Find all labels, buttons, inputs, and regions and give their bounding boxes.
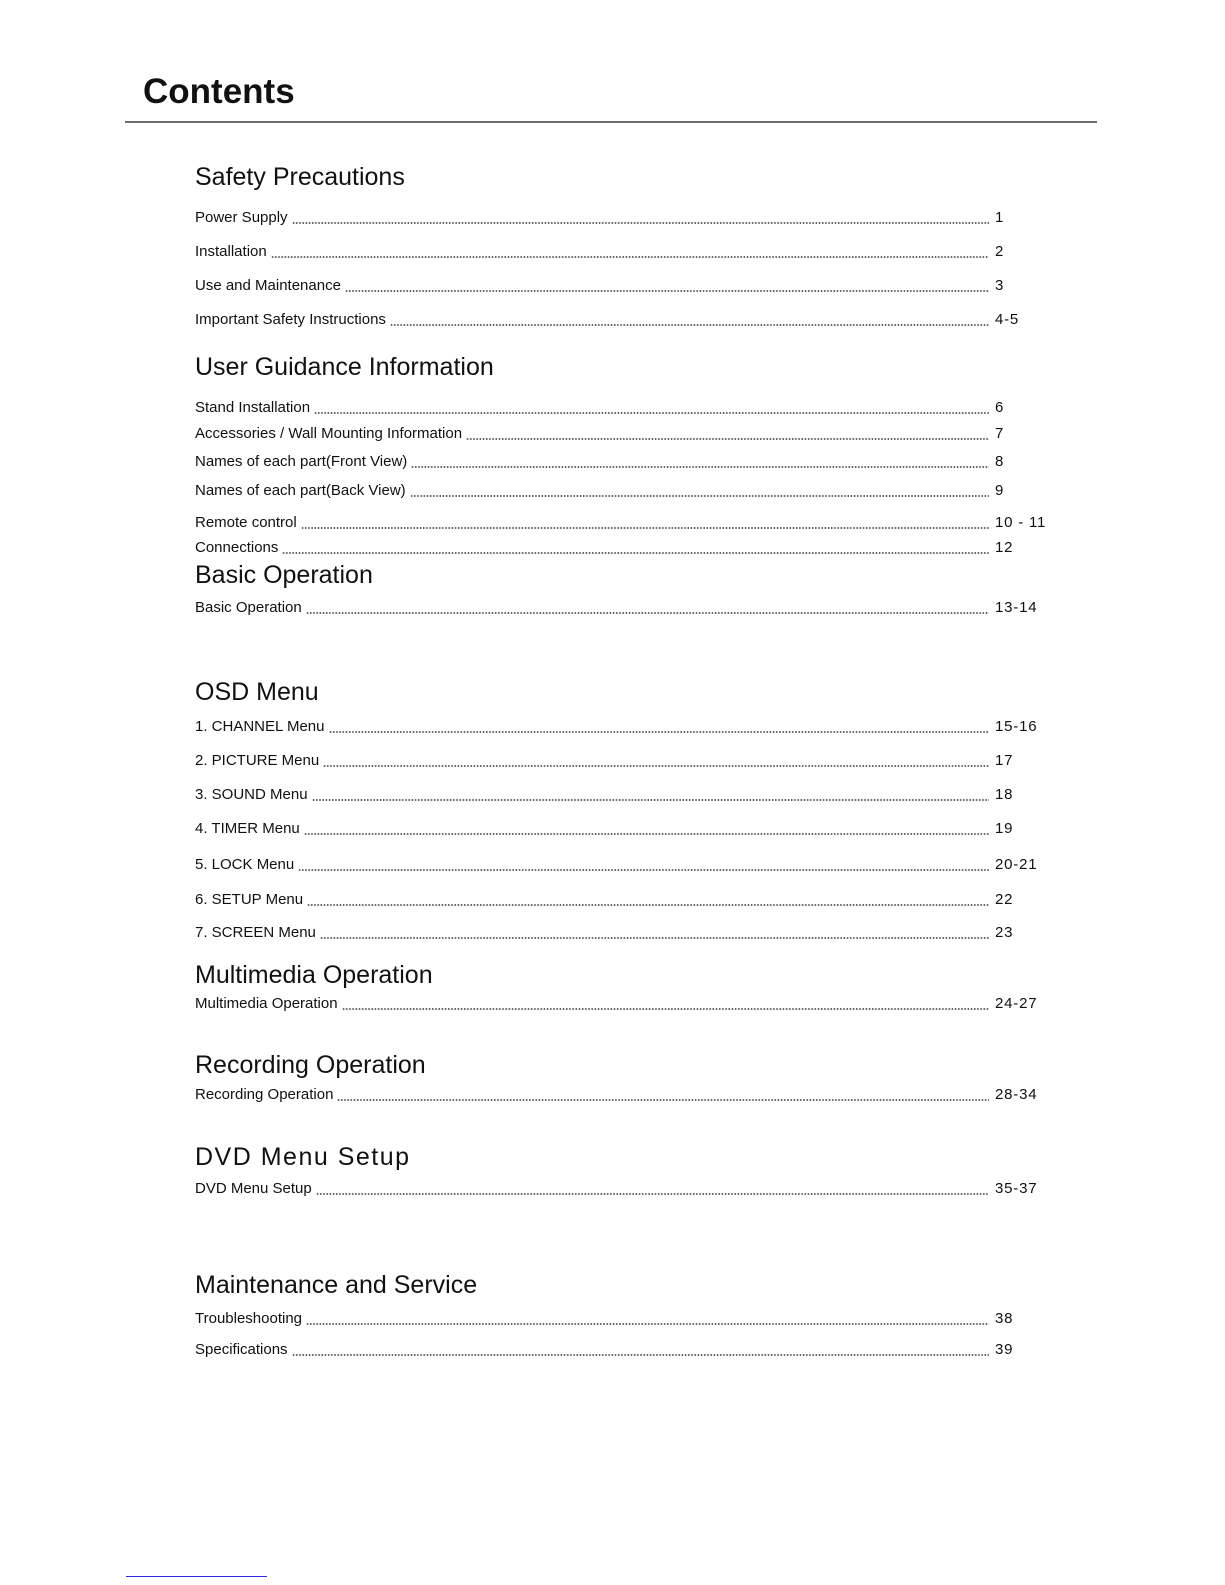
toc-entry-label: 7. SCREEN Menu [195, 924, 316, 941]
dot-leader [271, 256, 989, 258]
footer-link-underline [126, 1576, 267, 1577]
toc-entry-label: 4. TIMER Menu [195, 820, 300, 837]
toc-entry-page: 19 [995, 820, 1014, 837]
toc-entry-page: 18 [995, 786, 1014, 803]
toc-entry-label: Names of each part(Back View) [195, 482, 406, 499]
toc-entry-important-safety-instructions[interactable] [195, 308, 1051, 330]
dot-leader [306, 1323, 989, 1325]
toc-entry-page: 2 [995, 243, 1005, 260]
toc-entry-sound-menu[interactable] [195, 783, 1051, 805]
toc-entry-dvd-menu-setup[interactable] [195, 1177, 1051, 1199]
dot-leader [390, 324, 989, 326]
toc-entry-page: 3 [995, 277, 1005, 294]
toc-entry-page: 4-5 [995, 311, 1020, 328]
toc-entry-page: 28-34 [995, 1086, 1038, 1103]
toc-entry-label: 1. CHANNEL Menu [195, 718, 325, 735]
toc-entry-multimedia-operation[interactable] [195, 992, 1051, 1014]
section-heading-maintenance-and-service: Maintenance and Service [195, 1271, 478, 1299]
dot-leader [292, 222, 989, 224]
toc-entry-timer-menu[interactable] [195, 817, 1051, 839]
toc-entry-label: Use and Maintenance [195, 277, 341, 294]
toc-entry-installation[interactable] [195, 240, 1051, 262]
toc-entry-label: Power Supply [195, 209, 288, 226]
dot-leader [320, 937, 989, 939]
dot-leader [304, 833, 989, 835]
toc-entry-page: 23 [995, 924, 1014, 941]
toc-entry-label: Basic Operation [195, 599, 302, 616]
toc-entry-label: 6. SETUP Menu [195, 891, 304, 908]
toc-entry-label: 5. LOCK Menu [195, 856, 295, 873]
section-heading-dvd-menu-setup: DVD Menu Setup [195, 1143, 411, 1171]
toc-entry-page: 7 [995, 425, 1005, 442]
toc-entry-page: 17 [995, 752, 1014, 769]
toc-entry-label: Recording Operation [195, 1086, 334, 1103]
dot-leader [307, 904, 989, 906]
toc-entry-page: 13-14 [995, 599, 1038, 616]
toc-entry-page: 24-27 [995, 995, 1038, 1012]
dot-leader [345, 290, 989, 292]
toc-entry-use-and-maintenance[interactable] [195, 274, 1051, 296]
toc-entry-label: Stand Installation [195, 399, 311, 416]
toc-entry-setup-menu[interactable] [195, 888, 1051, 910]
dot-leader [298, 869, 989, 871]
toc-entry-names-back-view[interactable] [195, 479, 1051, 501]
toc-entry-page: 38 [995, 1310, 1014, 1327]
toc-entry-specifications[interactable] [195, 1338, 1051, 1360]
toc-entry-label: Troubleshooting [195, 1310, 303, 1327]
dot-leader [323, 765, 989, 767]
toc-entry-channel-menu[interactable] [195, 715, 1051, 737]
toc-entry-page: 39 [995, 1341, 1014, 1358]
toc-entry-accessories-wall-mounting[interactable] [195, 422, 1051, 444]
toc-entry-label: 3. SOUND Menu [195, 786, 308, 803]
toc-entry-label: DVD Menu Setup [195, 1180, 312, 1197]
toc-entry-page: 9 [995, 482, 1005, 499]
section-heading-multimedia-operation: Multimedia Operation [195, 961, 433, 989]
dot-leader [312, 799, 989, 801]
toc-entry-page: 1 [995, 209, 1005, 226]
toc-entry-label: Multimedia Operation [195, 995, 338, 1012]
toc-entry-connections[interactable] [195, 536, 1051, 558]
toc-entry-basic-operation[interactable] [195, 596, 1051, 618]
toc-entry-label: Connections [195, 539, 279, 556]
dot-leader [314, 412, 989, 414]
toc-entry-page: 6 [995, 399, 1005, 416]
toc-entry-remote-control[interactable] [195, 511, 1051, 533]
dot-leader [342, 1008, 989, 1010]
toc-entry-page: 8 [995, 453, 1005, 470]
dot-leader [301, 527, 989, 529]
toc-entry-page: 15-16 [995, 718, 1038, 735]
toc-entry-page: 12 [995, 539, 1014, 556]
toc-entry-label: Installation [195, 243, 267, 260]
toc-entry-page: 20-21 [995, 856, 1038, 873]
toc-entry-page: 22 [995, 891, 1014, 908]
dot-leader [306, 612, 989, 614]
toc-entry-lock-menu[interactable] [195, 853, 1051, 875]
toc-entry-label: 2. PICTURE Menu [195, 752, 320, 769]
toc-entry-label: Accessories / Wall Mounting Information [195, 425, 463, 442]
toc-entry-recording-operation[interactable] [195, 1083, 1051, 1105]
toc-entry-picture-menu[interactable] [195, 749, 1051, 771]
toc-entry-stand-installation[interactable] [195, 396, 1051, 418]
dot-leader [292, 1354, 989, 1356]
dot-leader [410, 495, 989, 497]
dot-leader [316, 1193, 989, 1195]
section-heading-osd-menu: OSD Menu [195, 678, 319, 706]
dot-leader [411, 466, 989, 468]
section-heading-user-guidance-information: User Guidance Information [195, 353, 494, 381]
page-title: Contents [143, 72, 295, 111]
dot-leader [337, 1099, 989, 1101]
title-divider [125, 121, 1097, 123]
toc-entry-label: Names of each part(Front View) [195, 453, 408, 470]
toc-entry-troubleshooting[interactable] [195, 1307, 1051, 1329]
toc-entry-label: Important Safety Instructions [195, 311, 386, 328]
dot-leader [466, 438, 989, 440]
toc-entry-page: 10 - 11 [995, 514, 1047, 531]
section-heading-basic-operation: Basic Operation [195, 561, 373, 589]
dot-leader [282, 552, 989, 554]
toc-entry-screen-menu[interactable] [195, 921, 1051, 943]
toc-entry-label: Remote control [195, 514, 297, 531]
toc-entry-names-front-view[interactable] [195, 450, 1051, 472]
toc-entry-label: Specifications [195, 1341, 288, 1358]
dot-leader [329, 731, 990, 733]
section-heading-recording-operation: Recording Operation [195, 1051, 426, 1079]
toc-entry-power-supply[interactable] [195, 206, 1051, 228]
section-heading-safety-precautions: Safety Precautions [195, 163, 405, 191]
toc-entry-page: 35-37 [995, 1180, 1038, 1197]
